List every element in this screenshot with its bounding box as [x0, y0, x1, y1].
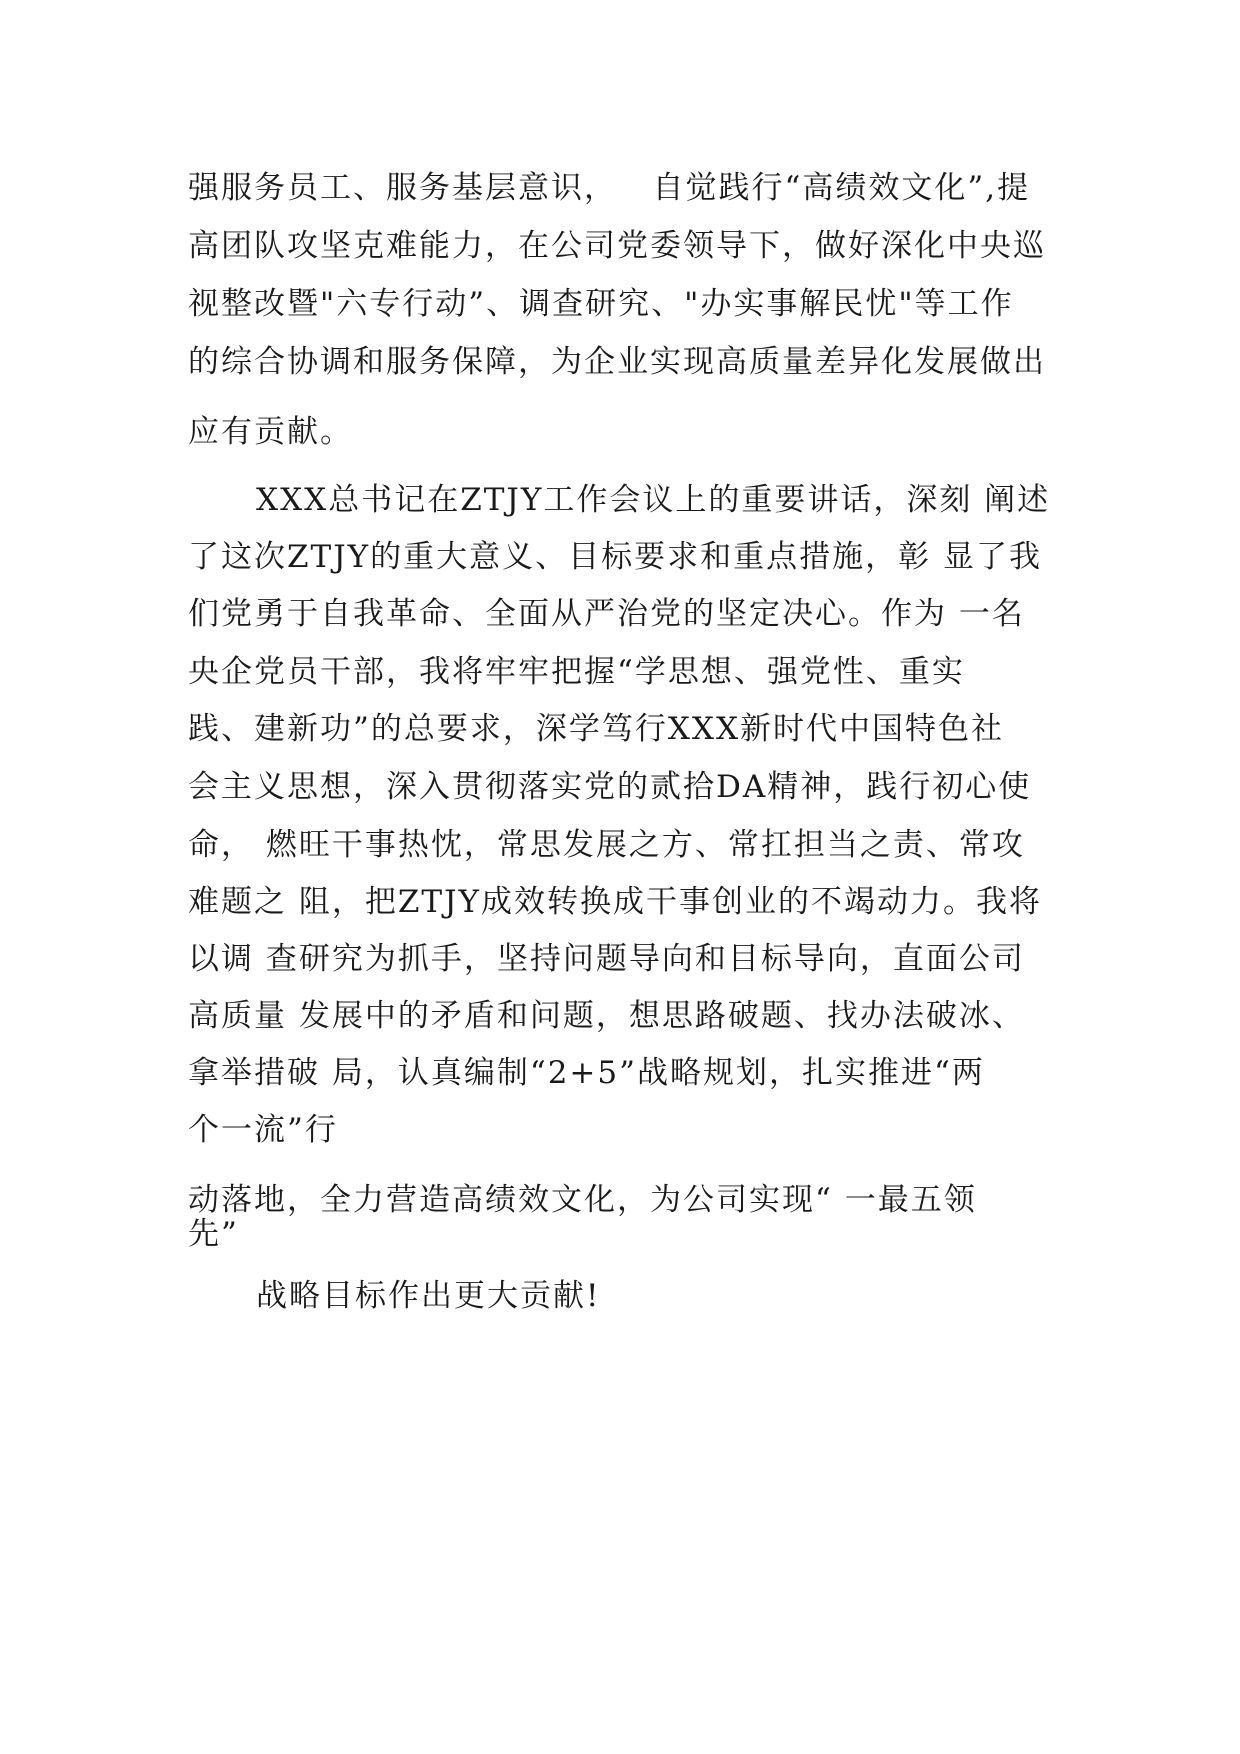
text-line: 践、建新功”的总要求，深学笃行XXX新时代中国特色社 — [188, 711, 1005, 747]
text-line: 视整改暨"六专行动”、调查研究、"办实事解民忧"等工作 — [188, 286, 1014, 322]
text-line: 先” — [188, 1216, 239, 1252]
text-line: 命， 燃旺干事热忱，常思发展之方、常扛担当之责、常攻 — [188, 827, 1025, 863]
text-line: 高团队攻坚克难能力，在公司党委领导下，做好深化中央巡 — [188, 228, 1046, 264]
text-line: 了这次ZTJY的重大意义、目标要求和重点措施，彰 显了我 — [188, 539, 1042, 575]
text-line: 会主义思想，深入贯彻落实党的贰拾DA精神，践行初心使 — [188, 769, 1032, 805]
text-line: 难题之 阻，把ZTJY成效转换成干事创业的不竭动力。我将 — [188, 884, 1042, 920]
text-line: 拿举措破 局，认真编制“2+5”战略规划，扎实推进“两 — [188, 1055, 985, 1091]
text-line: 战略目标作出更大贡献! — [256, 1278, 601, 1314]
text-line: XXX总书记在ZTJY工作会议上的重要讲话，深刻 阐述 — [256, 482, 1051, 518]
text-line: 应有贡献。 — [188, 414, 353, 450]
text-line: 个一流”行 — [188, 1112, 338, 1148]
text-line: 们党勇于自我革命、全面从严治党的坚定决心。作为 一名 — [188, 596, 1025, 632]
text-line: 动落地，全力营造高绩效文化，为公司实现“ 一最五领 — [188, 1182, 977, 1218]
text-line: 央企党员干部，我将牢牢把握“学思想、强党性、重实 — [188, 654, 965, 690]
text-line: 的综合协调和服务保障，为企业实现高质量差异化发展做出 — [188, 344, 1046, 380]
text-line: 高质量 发展中的矛盾和问题，想思路破题、找办法破冰、 — [188, 998, 1025, 1034]
text-line: 以调 查研究为抓手，坚持问题导向和目标导向，直面公司 — [188, 941, 1025, 977]
text-line: 强服务员工、服务基层意识， 自觉践行“高绩效文化”,提 — [188, 170, 1031, 206]
